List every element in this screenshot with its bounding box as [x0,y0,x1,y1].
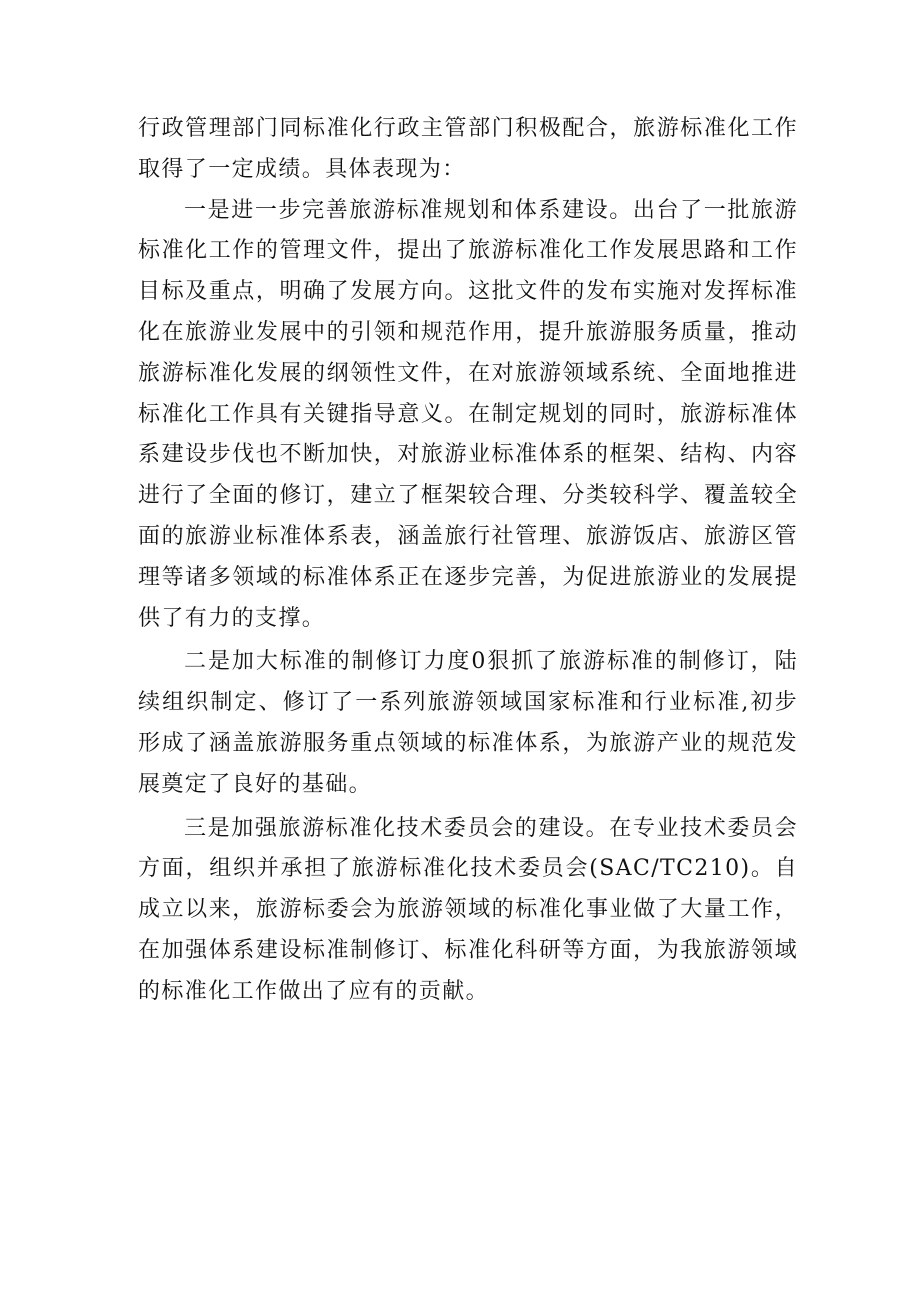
paragraph-point-three: 三是加强旅游标准化技术委员会的建设。在专业技术委员会方面，组织并承担了旅游标准化技术委员会(SAC/TC210)。自成立以来，旅游标委会为旅游领域的标准化事业做了大量工作，在加强体系建设标准制修订、标准化科研等方面，为我旅游领域的标准化工作做出了应有的贡献。 [138,815,798,1004]
document-page [138,109,798,1013]
paragraph-intro: 行政管理部门同标准化行政主管部门积极配合，旅游标准化工作取得了一定成绩。具体表现为： [138,116,798,182]
paragraph-point-two: 二是加大标准的制修订力度0狠抓了旅游标准的制修订，陆续组织制定、修订了一系列旅游领域国家标准和行业标准,初步形成了涵盖旅游服务重点领域的标准体系，为旅游产业的规范发展奠定了良好的基础。 [138,649,798,797]
paragraph-point-one: 一是进一步完善旅游标准规划和体系建设。出台了一批旅游标准化工作的管理文件，提出了旅游标准化工作发展思路和工作目标及重点，明确了发展方向。这批文件的发布实施对发挥标准化在旅游业发展中的引领和规范作用，提升旅游服务质量，推动旅游标准化发展的纲领性文件，在对旅游领域系统、全面地推进标准化工作具有关键指导意义。在制定规划的同时，旅游标准体系建设步伐也不断加快，对旅游业标准体系的框架、结构、内容进行了全面的修订，建立了框架较合理、分类较科学、覆盖较全面的旅游业标准体系表，涵盖旅行社管理、旅游饭店、旅游区管理等诸多领域的标准体系正在逐步完善，为促进旅游业的发展提供了有力的支撑。 [138,197,798,631]
